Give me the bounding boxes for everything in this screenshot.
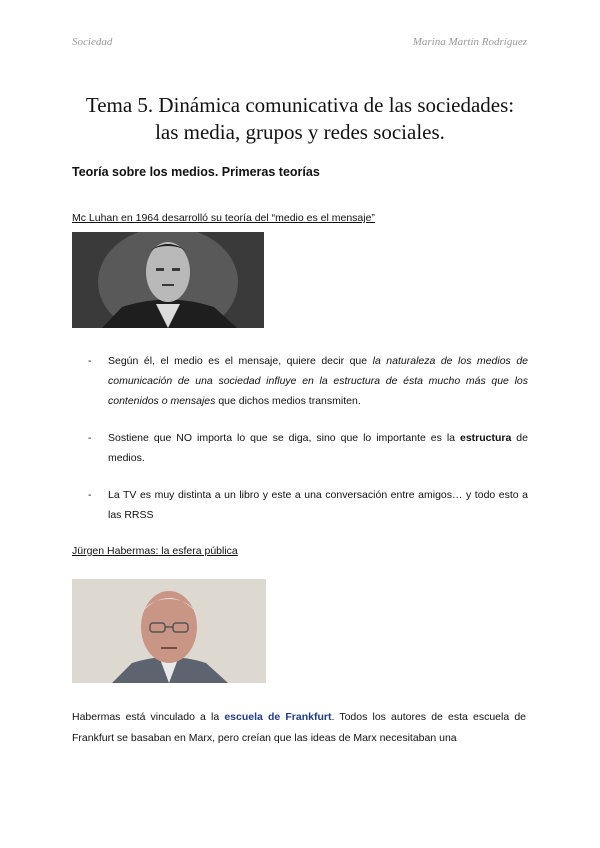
habermas-paragraph: Habermas está vinculado a la escuela de Frankfurt. Todos los autores de esta escuela de Frankfurt se basaban en Marx, pero creían que las ideas de Marx necesitaban una — [72, 711, 526, 744]
header-left: Sociedad — [72, 36, 113, 48]
mcluhan-bullet-list — [88, 351, 528, 411]
frankfurt-school-link[interactable]: escuela de Frankfurt — [224, 711, 332, 723]
mcluhan-subheading: Mc Luhan en 1964 desarrolló su teoría del “medio es el mensaje” — [72, 212, 375, 224]
mcluhan-portrait — [72, 232, 264, 328]
habermas-subheading: Jürgen Habermas: la esfera pública — [72, 545, 238, 557]
list-item: - Según él, el medio es el mensaje, quiere decir que la naturaleza de los medios de comunicación de una sociedad influye en la estructura de ésta mucho más que los contenidos o mensajes que dichos medios transmiten. — [88, 351, 528, 411]
list-item: - Sostiene que NO importa lo que se diga, sino que lo importante es la estructura de medios. — [88, 428, 528, 468]
section-heading: Teoría sobre los medios. Primeras teorías — [72, 165, 320, 179]
habermas-portrait — [72, 579, 266, 683]
mcluhan-bullet-list — [88, 485, 528, 525]
mcluhan-bullet-list — [88, 428, 528, 468]
list-item: - La TV es muy distinta a un libro y este a una conversación entre amigos… y todo esto a las RRSS — [88, 485, 528, 525]
title-line-2: las media, grupos y redes sociales. — [155, 120, 445, 144]
title-line-1: Tema 5. Dinámica comunicativa de las sociedades: — [85, 93, 515, 117]
header-right: Marina Martín Rodríguez — [412, 36, 527, 48]
document-title — [40, 92, 560, 146]
